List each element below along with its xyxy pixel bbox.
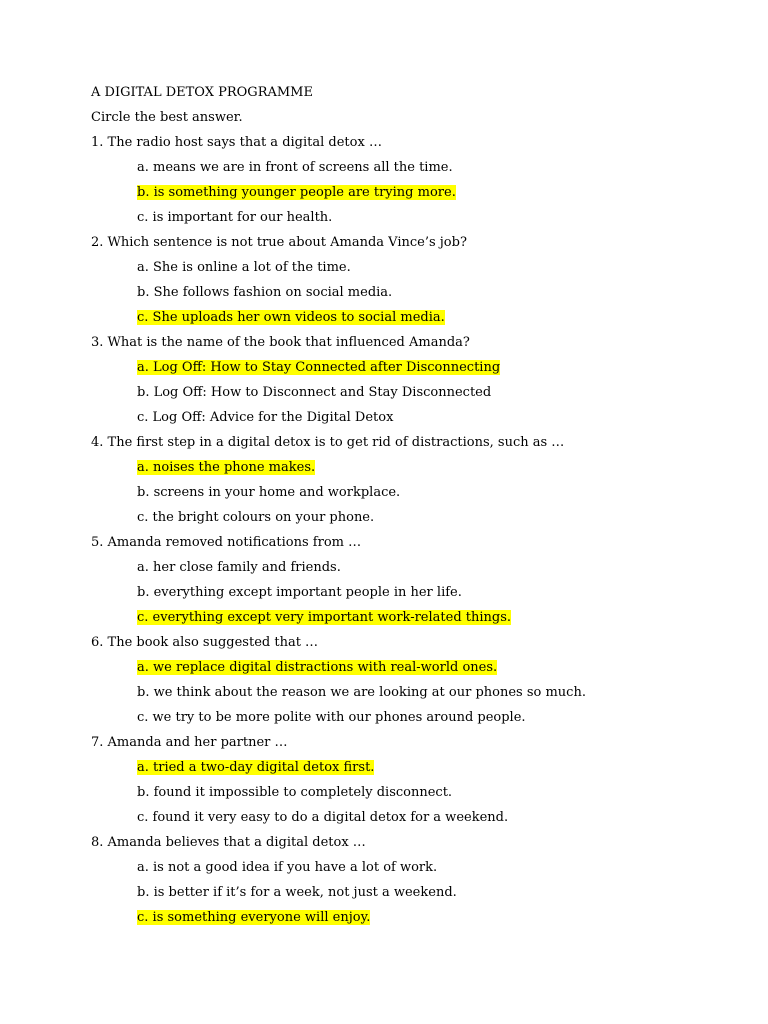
answer-option-text-highlighted: c. She uploads her own videos to social media.	[137, 310, 445, 325]
answer-option-text: a. her close family and friends.	[137, 560, 341, 575]
question-text: 7. Amanda and her partner …	[91, 735, 288, 750]
answer-option	[91, 880, 731, 905]
answer-option-text-highlighted: c. is something everyone will enjoy.	[137, 910, 371, 925]
answer-option	[91, 705, 731, 730]
answer-option	[91, 755, 731, 780]
answer-option	[91, 455, 731, 480]
answer-option-text: a. She is online a lot of the time.	[137, 260, 351, 275]
answer-option-text: c. is important for our health.	[137, 210, 333, 225]
answer-option	[91, 855, 731, 880]
answer-option-text-highlighted: a. we replace digital distractions with real-world ones.	[137, 660, 498, 675]
answer-option-text: b. everything except important people in her life.	[137, 585, 462, 600]
answer-option	[91, 280, 731, 305]
answer-option-text: b. found it impossible to completely disconnect.	[137, 785, 453, 800]
question-text: 1. The radio host says that a digital detox …	[91, 135, 382, 150]
answer-option	[91, 205, 731, 230]
answer-option	[91, 480, 731, 505]
question-text: 4. The first step in a digital detox is to get rid of distractions, such as …	[91, 435, 565, 450]
answer-option-text: b. She follows fashion on social media.	[137, 285, 393, 300]
worksheet	[91, 80, 731, 930]
answer-option	[91, 655, 731, 680]
answer-option	[91, 180, 731, 205]
answer-option	[91, 405, 731, 430]
answer-option	[91, 505, 731, 530]
question-text: 2. Which sentence is not true about Amanda Vince’s job?	[91, 235, 467, 250]
answer-option-text: b. Log Off: How to Disconnect and Stay Disconnected	[137, 385, 492, 400]
answer-option-text-highlighted: b. is something younger people are trying more.	[137, 185, 456, 200]
answer-option-text: a. is not a good idea if you have a lot of work.	[137, 860, 438, 875]
answer-option	[91, 780, 731, 805]
answer-option-text-highlighted: a. noises the phone makes.	[137, 460, 316, 475]
answer-option-text-highlighted: a. tried a two-day digital detox first.	[137, 760, 375, 775]
answer-option	[91, 305, 731, 330]
question-text: 6. The book also suggested that …	[91, 635, 319, 650]
answer-option-text: c. we try to be more polite with our phones around people.	[137, 710, 526, 725]
answer-option	[91, 555, 731, 580]
answer-option	[91, 355, 731, 380]
answer-option	[91, 580, 731, 605]
answer-option-text-highlighted: c. everything except very important work-related things.	[137, 610, 512, 625]
answer-option-text: c. found it very easy to do a digital detox for a weekend.	[137, 810, 509, 825]
question-text: 3. What is the name of the book that influenced Amanda?	[91, 335, 470, 350]
answer-option	[91, 805, 731, 830]
answer-option	[91, 680, 731, 705]
answer-option-text: c. Log Off: Advice for the Digital Detox	[137, 410, 394, 425]
answer-option-text: b. screens in your home and workplace.	[137, 485, 401, 500]
answer-option-text: c. the bright colours on your phone.	[137, 510, 375, 525]
question-text: 8. Amanda believes that a digital detox …	[91, 835, 366, 850]
answer-option-text: a. means we are in front of screens all the time.	[137, 160, 453, 175]
document-title: A DIGITAL DETOX PROGRAMME	[91, 85, 313, 100]
answer-option	[91, 605, 731, 630]
answer-option	[91, 380, 731, 405]
answer-option	[91, 255, 731, 280]
answer-option	[91, 905, 731, 930]
question-text: 5. Amanda removed notifications from …	[91, 535, 362, 550]
answer-option-text: b. we think about the reason we are looking at our phones so much.	[137, 685, 586, 700]
answer-option-text: b. is better if it’s for a week, not just a weekend.	[137, 885, 457, 900]
answer-option	[91, 155, 731, 180]
answer-option-text-highlighted: a. Log Off: How to Stay Connected after Disconnecting	[137, 360, 501, 375]
instructions: Circle the best answer.	[91, 110, 243, 125]
question-list	[91, 130, 731, 930]
